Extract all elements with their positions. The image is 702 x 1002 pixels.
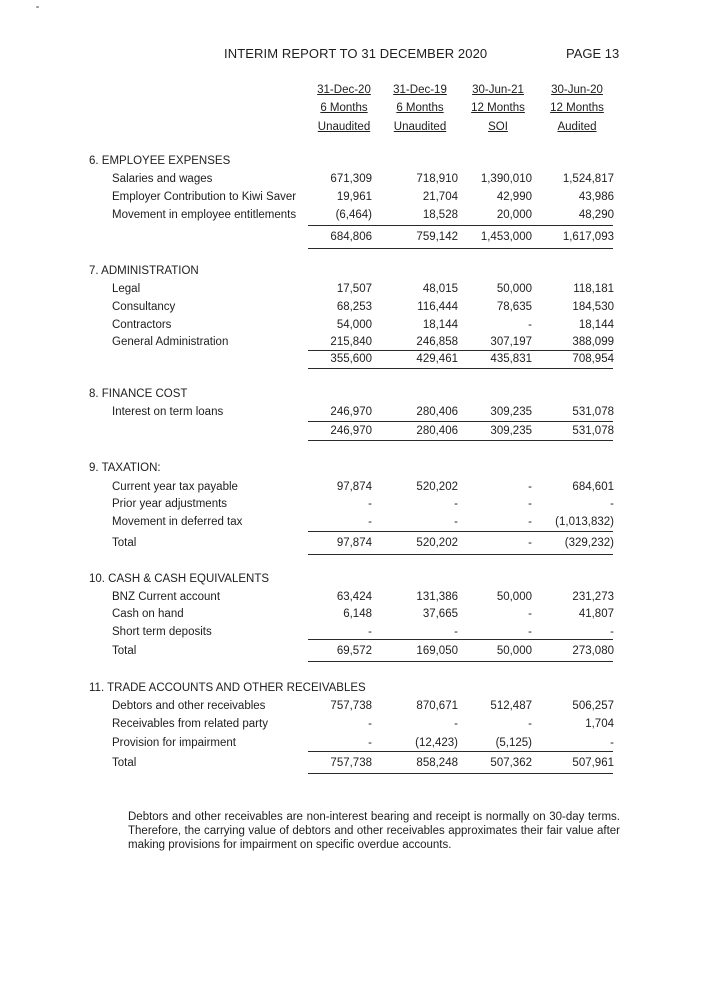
cell-value: 68,253 — [336, 301, 372, 313]
total-value: 757,738 — [330, 757, 372, 769]
col4-date: 30-Jun-20 — [551, 84, 603, 96]
cell-value: 41,807 — [578, 608, 614, 620]
cell-value: 246,858 — [416, 336, 458, 348]
cell-value: 18,144 — [422, 319, 458, 331]
total-value: 273,080 — [572, 645, 614, 657]
total-value: 507,961 — [572, 757, 614, 769]
row-label: Legal — [112, 283, 141, 295]
table-row — [0, 516, 702, 532]
subtotal-rule — [308, 639, 613, 640]
cell-value: 116,444 — [417, 301, 458, 313]
cell-value: 671,309 — [330, 173, 372, 185]
row-label: Movement in employee entitlements — [112, 209, 297, 221]
cell-value: (1,013,832) — [555, 516, 614, 528]
section-title-row — [0, 388, 702, 404]
table-row — [0, 700, 702, 716]
cell-value: 388,099 — [572, 336, 614, 348]
cell-value: 20,000 — [496, 209, 532, 221]
col2-date: 31-Dec-19 — [393, 84, 447, 96]
col4-period: 12 Months — [550, 102, 604, 114]
total-row — [0, 425, 702, 441]
col3-date: 30-Jun-21 — [472, 84, 524, 96]
row-label: Salaries and wages — [112, 173, 213, 185]
row-label: Contractors — [112, 319, 172, 331]
table-row — [0, 209, 702, 225]
cell-value: 280,406 — [416, 406, 458, 418]
cell-value: - — [528, 516, 532, 528]
cell-value: - — [610, 626, 614, 638]
cell-value: - — [454, 626, 458, 638]
row-label: Employer Contribution to Kiwi Saver — [112, 191, 297, 203]
row-label: Interest on term loans — [112, 406, 224, 418]
cell-value: 6,148 — [343, 608, 372, 620]
total-value: 246,970 — [330, 425, 372, 437]
col3-period: 12 Months — [471, 102, 525, 114]
cell-value: - — [454, 718, 458, 730]
table-row — [0, 173, 702, 189]
cell-value: 118,181 — [573, 283, 614, 295]
scan-speck — [36, 6, 39, 8]
row-label: Current year tax payable — [112, 481, 238, 493]
cell-value: - — [528, 319, 532, 331]
col1-period: 6 Months — [320, 102, 368, 114]
total-value: 708,954 — [572, 353, 614, 365]
cell-value: - — [610, 498, 614, 510]
cell-value: 1,390,010 — [480, 173, 532, 185]
total-label: Total — [112, 537, 137, 549]
cell-value: 531,078 — [572, 406, 614, 418]
subtotal-rule — [308, 531, 613, 532]
cell-value: 1,704 — [585, 718, 614, 730]
cell-value: 37,665 — [422, 608, 458, 620]
cell-value: 19,961 — [336, 191, 372, 203]
total-value: 858,248 — [416, 757, 458, 769]
cell-value: - — [368, 498, 372, 510]
page-number: PAGE 13 — [566, 46, 620, 61]
total-value: 759,142 — [416, 231, 458, 243]
total-row — [0, 353, 702, 369]
cell-value: - — [610, 737, 614, 749]
row-label: General Administration — [112, 336, 229, 348]
total-value: 50,000 — [496, 645, 532, 657]
cell-value: 131,386 — [416, 591, 458, 603]
cell-value: 78,635 — [496, 301, 532, 313]
total-value: - — [528, 537, 532, 549]
cell-value: 246,970 — [330, 406, 372, 418]
cell-value: - — [528, 626, 532, 638]
cell-value: - — [368, 718, 372, 730]
cell-value: 307,197 — [490, 336, 532, 348]
row-label: Debtors and other receivables — [112, 700, 266, 712]
table-row — [0, 591, 702, 607]
total-rule — [308, 440, 613, 441]
cell-value: - — [368, 737, 372, 749]
subtotal-rule — [308, 751, 613, 752]
total-row — [0, 645, 702, 661]
total-value: 355,600 — [330, 353, 372, 365]
col1-status: Unaudited — [317, 121, 371, 133]
cell-value: - — [528, 498, 532, 510]
cell-value: - — [528, 481, 532, 493]
total-value: 429,461 — [416, 353, 458, 365]
cell-value: (5,125) — [495, 737, 532, 749]
cell-value: (12,423) — [415, 737, 458, 749]
cell-value: 757,738 — [330, 700, 372, 712]
table-row — [0, 191, 702, 207]
section-title-row — [0, 462, 702, 478]
section-title: 10. CASH & CASH EQUIVALENTS — [89, 573, 270, 585]
cell-value: 718,910 — [416, 173, 458, 185]
table-row — [0, 319, 702, 335]
row-label: Consultancy — [112, 301, 176, 313]
total-value: 97,874 — [336, 537, 372, 549]
cell-value: 48,015 — [422, 283, 458, 295]
section-title-row — [0, 155, 702, 171]
total-value: 435,831 — [490, 353, 532, 365]
cell-value: 50,000 — [496, 283, 532, 295]
row-label: Short term deposits — [112, 626, 212, 638]
total-value: 507,362 — [490, 757, 532, 769]
cell-value: 97,874 — [336, 481, 372, 493]
cell-value: 870,671 — [416, 700, 458, 712]
row-label: Receivables from related party — [112, 718, 268, 730]
col3-status: SOI — [488, 121, 508, 133]
cell-value: 215,840 — [330, 336, 372, 348]
cell-value: 54,000 — [336, 319, 372, 331]
table-row — [0, 301, 702, 317]
total-rule — [308, 554, 613, 555]
cell-value: 18,144 — [578, 319, 614, 331]
total-rule — [308, 368, 613, 369]
subtotal-rule — [308, 225, 613, 226]
cell-value: - — [368, 626, 372, 638]
total-value: 309,235 — [490, 425, 532, 437]
total-label: Total — [112, 645, 137, 657]
cell-value: (6,464) — [335, 209, 372, 221]
cell-value: 1,524,817 — [562, 173, 614, 185]
total-value: 1,453,000 — [480, 231, 532, 243]
cell-value: - — [528, 608, 532, 620]
total-value: 520,202 — [416, 537, 458, 549]
col2-period: 6 Months — [396, 102, 444, 114]
section-title-row — [0, 573, 702, 589]
cell-value: 21,704 — [422, 191, 458, 203]
section-title-row — [0, 682, 702, 698]
subtotal-rule — [308, 421, 613, 422]
section-title: 11. TRADE ACCOUNTS AND OTHER RECEIVABLES — [89, 682, 366, 694]
table-row — [0, 283, 702, 299]
total-value: 1,617,093 — [562, 231, 614, 243]
cell-value: 18,528 — [422, 209, 458, 221]
report-title: INTERIM REPORT TO 31 DECEMBER 2020 — [224, 46, 488, 61]
total-label: Total — [112, 757, 137, 769]
section-title: 6. EMPLOYEE EXPENSES — [89, 155, 231, 167]
cell-value: 231,273 — [572, 591, 614, 603]
row-label: Prior year adjustments — [112, 498, 228, 510]
table-row — [0, 608, 702, 624]
section-title: 9. TAXATION: — [89, 462, 161, 474]
receivables-note: Debtors and other receivables are non-interest bearing and receipt is normally on 30-day terms. Therefore, the carrying value of debtors and other receivables approximates their fair value after making provisions for impairment on specific overdue accounts. — [128, 811, 620, 851]
cell-value: 48,290 — [578, 209, 614, 221]
total-rule — [308, 248, 613, 249]
total-row — [0, 537, 702, 553]
cell-value: 309,235 — [490, 406, 532, 418]
total-value: 280,406 — [416, 425, 458, 437]
cell-value: 43,986 — [578, 191, 614, 203]
row-label: BNZ Current account — [112, 591, 221, 603]
row-label: Cash on hand — [112, 608, 184, 620]
total-rule — [308, 773, 613, 774]
total-value: 531,078 — [572, 425, 614, 437]
cell-value: 684,601 — [572, 481, 614, 493]
total-row — [0, 231, 702, 247]
row-label: Movement in deferred tax — [112, 516, 243, 528]
col2-status: Unaudited — [393, 121, 447, 133]
cell-value: 63,424 — [336, 591, 372, 603]
table-row — [0, 406, 702, 422]
cell-value: 512,487 — [490, 700, 532, 712]
col4-status: Audited — [557, 121, 597, 133]
table-row — [0, 481, 702, 497]
total-rule — [308, 661, 613, 662]
cell-value: 506,257 — [572, 700, 614, 712]
cell-value: 50,000 — [496, 591, 532, 603]
total-value: 169,050 — [416, 645, 458, 657]
cell-value: - — [454, 498, 458, 510]
section-title-row — [0, 265, 702, 281]
row-label: Provision for impairment — [112, 737, 236, 749]
total-row — [0, 757, 702, 773]
cell-value: 520,202 — [416, 481, 458, 493]
col1-date: 31-Dec-20 — [317, 84, 371, 96]
subtotal-rule — [308, 350, 613, 351]
cell-value: - — [368, 516, 372, 528]
cell-value: - — [528, 718, 532, 730]
table-row — [0, 498, 702, 514]
cell-value: - — [454, 516, 458, 528]
section-title: 7. ADMINISTRATION — [89, 265, 199, 277]
table-row — [0, 718, 702, 734]
cell-value: 42,990 — [496, 191, 532, 203]
total-value: 69,572 — [336, 645, 372, 657]
total-value: 684,806 — [330, 231, 372, 243]
section-title: 8. FINANCE COST — [89, 388, 188, 400]
total-value: (329,232) — [564, 537, 614, 549]
cell-value: 184,530 — [572, 301, 614, 313]
cell-value: 17,507 — [336, 283, 372, 295]
